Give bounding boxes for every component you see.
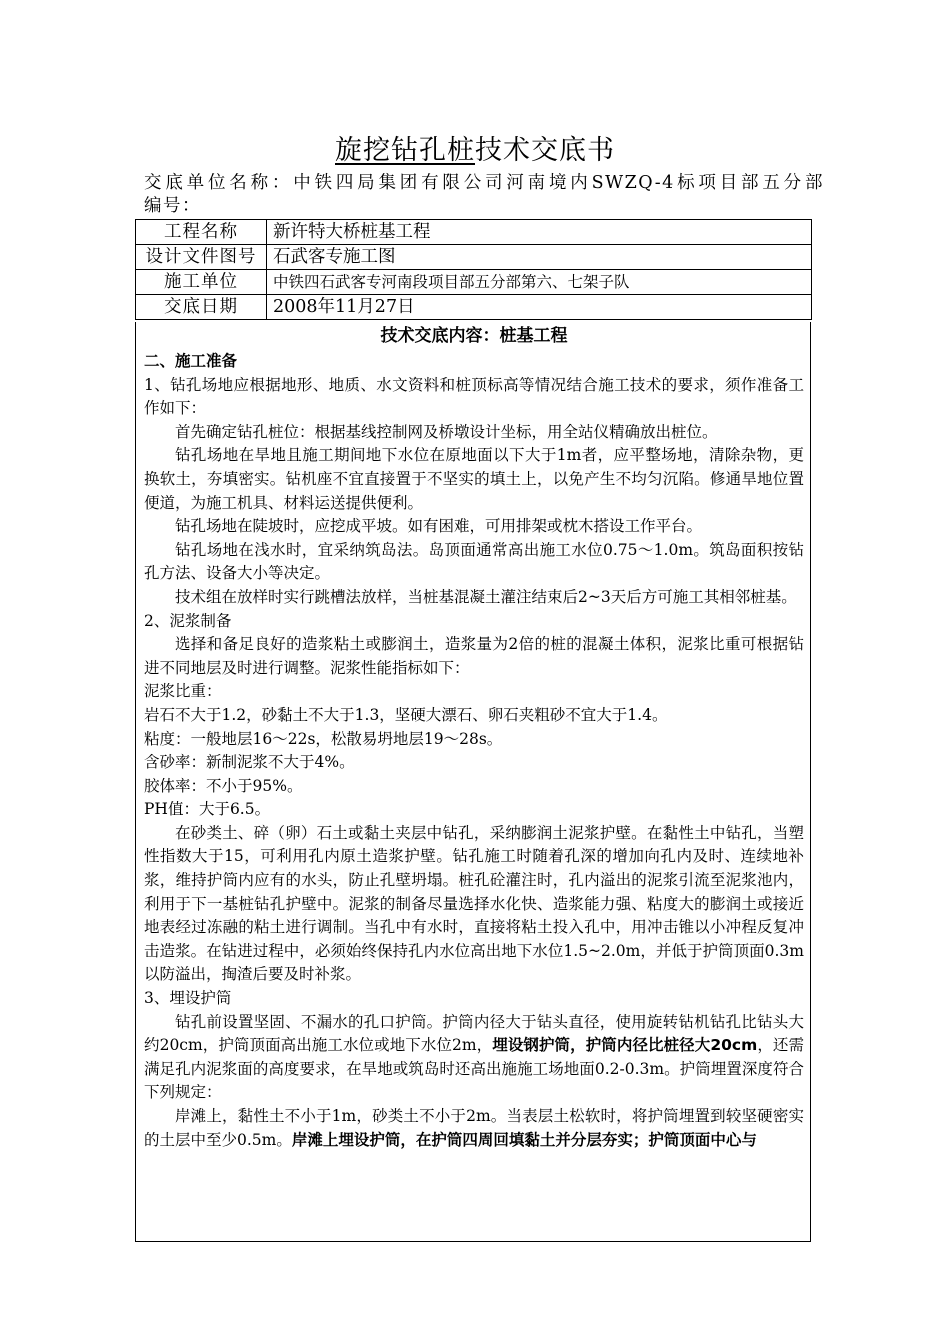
paragraph: 技术组在放样时实行跳槽法放样，当桩基混凝土灌注结束后2~3天后方可施工其相邻桩基。 bbox=[175, 587, 797, 606]
value-construction-unit: 中铁四石武客专河南段项目部五分部第六、七架子队 bbox=[267, 270, 812, 295]
paragraph: 岩石不大于1.2，砂黏土不大于1.3，坚硬大漂石、卵石夹粗砂不宜大于1.4。 bbox=[144, 705, 668, 724]
bold-text-run: 岸滩上埋设护筒，在护筒四周回填黏土并分层夯实；护筒顶面中心与 bbox=[291, 1130, 757, 1149]
table-row bbox=[136, 220, 812, 245]
doc-number: 编号： bbox=[144, 196, 201, 216]
label-project-name: 工程名称 bbox=[136, 220, 267, 245]
text-run: ，还需满足孔内泥浆面的高度要求，在旱地或筑岛时还高出施施工场地面0.2-0.3m。护筒埋置深度符合下列规定： bbox=[144, 1036, 804, 1102]
label-design-doc: 设计文件图号 bbox=[136, 245, 267, 270]
paragraph: 首先确定钻孔桩位：根据基线控制网及桥墩设计坐标，用全站仪精确放出桩位。 bbox=[175, 422, 718, 441]
unit-name: 交底单位名称：中铁四局集团有限公司河南境内SWZQ-4标项目部五分部 bbox=[144, 173, 824, 193]
paragraph: 含砂率：新制泥浆不大于4%。 bbox=[144, 753, 355, 772]
content-text bbox=[144, 322, 804, 1152]
paragraph: 钻孔场地在浅水时，宜采纳筑岛法。岛顶面通常高出施工水位0.75～1.0m。筑岛面积按钻孔方法、设备大小等决定。 bbox=[144, 540, 804, 583]
paragraph: 钻孔场地在旱地且施工期间地下水位在原地面以下大于1m者，应平整场地，清除杂物，更换软土，夯填密实。钻机座不宜直接置于不坚实的填土上，以免产生不均匀沉陷。修通旱地位置便道，为施工机具、材料运送提供便利。 bbox=[144, 446, 804, 512]
value-date: 2008年11月27日 bbox=[267, 295, 812, 320]
paragraph bbox=[144, 1011, 804, 1105]
text-run: 钻孔前设置坚固、不漏水的孔口护筒。护筒内径大于钻头直径，使用旋转钻机钻孔比钻头大约20cm，护筒顶面高出施工水位或地下水位2m， bbox=[144, 1012, 804, 1055]
table-row bbox=[136, 270, 812, 295]
title-underlined: 旋挖钻孔桩 bbox=[335, 135, 475, 166]
paragraph: 泥浆比重： bbox=[144, 682, 222, 701]
paragraph: 在砂类土、碎（卵）石土或黏土夹层中钻孔，采纳膨润土泥浆护壁。在黏性土中钻孔，当塑性指数大于15，可利用孔内原土造浆护壁。钻孔施工时随着孔深的增加向孔内及时、连续地补浆，维持护筒内应有的水头，防止孔壁坍塌。桩孔砼灌注时，孔内溢出的泥浆引流至泥浆池内，利用于下一基桩钻孔护壁中。泥浆的制备尽量选择水化快、造浆能力强、粘度大的膨润土或接近地表经过冻融的粘土进行调制。当孔中有水时，直接将粘土投入孔中，用冲击锥以小冲程反复冲击造浆。在钻进过程中，必须始终保持孔内水位高出地下水位1.5~2.0m，并低于护筒顶面0.3m以防溢出，掏渣后要及时补浆。 bbox=[144, 823, 804, 984]
title-rest: 技术交底书 bbox=[475, 135, 615, 166]
paragraph: 选择和备足良好的造浆粘土或膨润土，造浆量为2倍的桩的混凝土体积，泥浆比重可根据钻进不同地层及时进行调整。泥浆性能指标如下： bbox=[144, 635, 804, 677]
subsection-heading: 2、泥浆制备 bbox=[144, 611, 232, 630]
subsection-heading: 3、埋设护筒 bbox=[144, 989, 232, 1008]
content-box bbox=[135, 322, 811, 1242]
paragraph: 粘度：一般地层16～22s，松散易坍地层19～28s。 bbox=[144, 729, 503, 748]
paragraph: 钻孔场地在陡坡时，应挖成平坡。如有困难，可用排架或枕木搭设工作平台。 bbox=[175, 517, 703, 536]
section-heading: 二、施工准备 bbox=[144, 352, 238, 370]
content-heading: 技术交底内容：桩基工程 bbox=[380, 326, 568, 346]
label-construction-unit: 施工单位 bbox=[136, 270, 267, 295]
value-design-doc: 石武客专施工图 bbox=[267, 245, 812, 270]
text-run: 岸滩上，黏性土不小于1m，砂类土不小于2m。当表层土松软时，将护筒埋置到较坚硬密实的土层中至少0.5m。 bbox=[144, 1107, 804, 1149]
paragraph: 胶体率：不小于95%。 bbox=[144, 776, 303, 795]
paragraph: PH值：大于6.5。 bbox=[144, 800, 271, 819]
value-project-name: 新许特大桥桩基工程 bbox=[267, 220, 812, 245]
paragraph: 1、钻孔场地应根据地形、地质、水文资料和桩顶标高等情况结合施工技术的要求，须作准备工作如下： bbox=[144, 375, 804, 418]
info-table bbox=[135, 219, 812, 320]
paragraph bbox=[144, 1105, 804, 1152]
table-row bbox=[136, 295, 812, 320]
label-date: 交底日期 bbox=[136, 295, 267, 320]
document-title bbox=[0, 128, 950, 167]
table-row bbox=[136, 245, 812, 270]
bold-text-run: 埋设钢护筒，护筒内径比桩径大20cm bbox=[492, 1036, 758, 1055]
